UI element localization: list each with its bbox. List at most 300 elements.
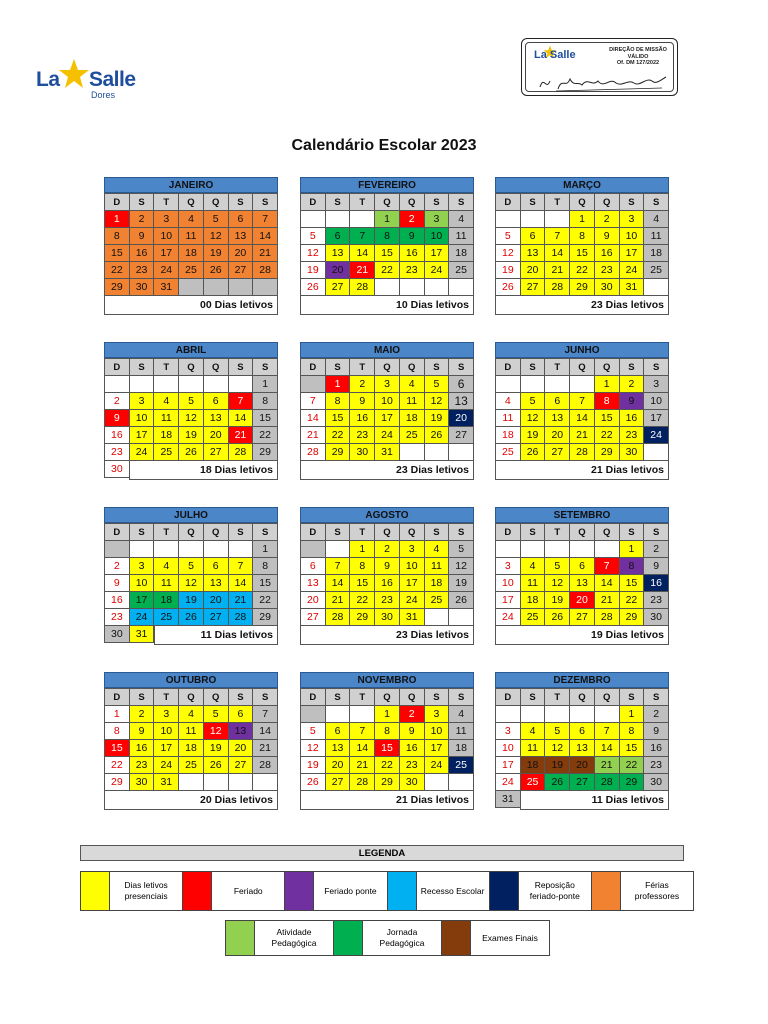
day-cell: 1 xyxy=(595,376,620,393)
day-cell: 25 xyxy=(400,427,425,444)
dias-letivos-count: 10 Dias letivos xyxy=(300,296,474,315)
empty-cell xyxy=(400,444,425,461)
day-cell: 11 xyxy=(425,558,450,575)
day-cell: 27 xyxy=(204,609,229,626)
day-cell: 24 xyxy=(496,609,521,626)
dias-letivos-count: 11 Dias letivos xyxy=(520,791,669,810)
empty-cell xyxy=(521,541,546,558)
day-cell: 23 xyxy=(620,427,645,444)
day-cell: 15 xyxy=(350,575,375,592)
legend-row-2 xyxy=(225,920,550,956)
day-cell: 7 xyxy=(350,228,375,245)
weekday-header: Q xyxy=(204,524,229,541)
day-cell: 21 xyxy=(350,757,375,774)
day-cell: 4 xyxy=(154,558,179,575)
day-cell: 12 xyxy=(545,740,570,757)
empty-cell xyxy=(130,541,155,558)
stamp-line: DIREÇÃO DE MISSÃO xyxy=(609,47,667,53)
day-cell: 27 xyxy=(229,262,254,279)
day-cell: 11 xyxy=(644,228,669,245)
empty-cell xyxy=(545,376,570,393)
legend-swatch-lightgreen xyxy=(226,921,255,955)
day-cell: 21 xyxy=(253,740,278,757)
day-cell: 12 xyxy=(521,410,546,427)
month-name: MARÇO xyxy=(495,177,669,193)
empty-cell xyxy=(545,541,570,558)
day-cell: 3 xyxy=(154,211,179,228)
day-cell: 12 xyxy=(449,558,474,575)
day-cell: 30 xyxy=(105,626,130,643)
weekday-header: S xyxy=(425,689,450,706)
day-cell: 28 xyxy=(595,774,620,791)
day-cell: 26 xyxy=(521,444,546,461)
day-cell: 8 xyxy=(253,393,278,410)
day-cell: 26 xyxy=(179,609,204,626)
day-cell: 8 xyxy=(350,558,375,575)
empty-cell xyxy=(449,279,474,296)
day-cell: 10 xyxy=(425,228,450,245)
weekday-header: T xyxy=(154,524,179,541)
day-cell: 30 xyxy=(350,444,375,461)
day-cell: 19 xyxy=(179,592,204,609)
weekday-header: S xyxy=(130,194,155,211)
day-cell: 11 xyxy=(521,740,546,757)
day-cell: 5 xyxy=(179,393,204,410)
day-cell: 3 xyxy=(154,706,179,723)
legend-row-1 xyxy=(80,871,694,911)
weekday-header: Q xyxy=(179,689,204,706)
weekday-header: Q xyxy=(570,689,595,706)
stamp-text xyxy=(604,47,672,67)
day-cell: 4 xyxy=(449,706,474,723)
day-cell: 14 xyxy=(595,575,620,592)
day-cell: 31 xyxy=(130,626,155,643)
day-cell: 2 xyxy=(595,211,620,228)
day-cell: 17 xyxy=(496,757,521,774)
day-cell: 4 xyxy=(425,541,450,558)
day-cell: 13 xyxy=(229,723,254,740)
day-cell: 11 xyxy=(400,393,425,410)
empty-cell xyxy=(449,774,474,791)
day-cell: 13 xyxy=(545,410,570,427)
day-cell: 3 xyxy=(375,376,400,393)
weekday-header: T xyxy=(350,689,375,706)
day-cell: 16 xyxy=(130,245,155,262)
month-agosto xyxy=(300,507,474,645)
day-cell: 30 xyxy=(105,461,130,478)
day-cell: 10 xyxy=(496,740,521,757)
day-cell: 14 xyxy=(253,228,278,245)
legend-label: Recesso Escolar xyxy=(417,872,490,910)
day-cell: 23 xyxy=(105,609,130,626)
weekday-header: T xyxy=(154,689,179,706)
day-cell: 13 xyxy=(301,575,326,592)
day-cell: 26 xyxy=(301,774,326,791)
empty-cell xyxy=(496,541,521,558)
day-cell: 13 xyxy=(449,393,474,410)
day-cell: 18 xyxy=(154,592,179,609)
weekday-header: S xyxy=(620,359,645,376)
dias-letivos-count: 23 Dias letivos xyxy=(495,296,669,315)
weekday-header: T xyxy=(545,359,570,376)
legend-swatch-lightblue xyxy=(388,872,417,910)
weekday-header: S xyxy=(449,359,474,376)
day-cell: 4 xyxy=(521,723,546,740)
day-cell: 28 xyxy=(350,774,375,791)
day-cell: 7 xyxy=(570,393,595,410)
day-cell: 3 xyxy=(496,723,521,740)
weekday-header: S xyxy=(229,359,254,376)
validation-stamp xyxy=(521,38,678,96)
day-cell: 6 xyxy=(449,376,474,393)
legend-title: LEGENDA xyxy=(80,845,684,861)
weekday-header: S xyxy=(449,689,474,706)
day-cell: 28 xyxy=(570,444,595,461)
day-cell: 11 xyxy=(496,410,521,427)
legend-label: Feriado ponte xyxy=(314,872,387,910)
day-cell: 24 xyxy=(130,444,155,461)
day-cell: 30 xyxy=(620,444,645,461)
empty-cell xyxy=(130,376,155,393)
empty-cell xyxy=(204,541,229,558)
day-cell: 18 xyxy=(179,740,204,757)
day-cell: 27 xyxy=(229,757,254,774)
weekday-header: S xyxy=(229,524,254,541)
month-days-grid xyxy=(300,193,474,296)
weekday-header: T xyxy=(545,689,570,706)
weekday-header: Q xyxy=(375,359,400,376)
day-cell: 30 xyxy=(595,279,620,296)
day-cell: 22 xyxy=(375,262,400,279)
day-cell: 10 xyxy=(644,393,669,410)
month-fevereiro xyxy=(300,177,474,315)
day-cell: 6 xyxy=(545,393,570,410)
day-cell: 6 xyxy=(570,558,595,575)
day-cell: 14 xyxy=(229,410,254,427)
day-cell: 9 xyxy=(400,723,425,740)
day-cell: 20 xyxy=(570,592,595,609)
legend-label: Reposição feriado-ponte xyxy=(519,872,592,910)
weekday-header: T xyxy=(545,524,570,541)
day-cell: 6 xyxy=(229,211,254,228)
day-cell: 29 xyxy=(570,279,595,296)
day-cell: 22 xyxy=(595,427,620,444)
day-cell: 5 xyxy=(545,723,570,740)
day-cell: 8 xyxy=(375,723,400,740)
month-name: ABRIL xyxy=(104,342,278,358)
day-cell: 23 xyxy=(130,262,155,279)
day-cell: 15 xyxy=(253,410,278,427)
month-days-grid xyxy=(300,523,474,626)
day-cell: 4 xyxy=(449,211,474,228)
weekday-header: Q xyxy=(204,194,229,211)
day-cell: 10 xyxy=(496,575,521,592)
day-cell: 17 xyxy=(496,592,521,609)
day-cell: 31 xyxy=(154,279,179,296)
empty-cell xyxy=(644,444,669,461)
day-cell: 23 xyxy=(130,757,155,774)
star-icon xyxy=(58,58,90,90)
weekday-header: S xyxy=(521,689,546,706)
day-cell: 1 xyxy=(570,211,595,228)
day-cell: 5 xyxy=(449,541,474,558)
day-cell: 11 xyxy=(521,575,546,592)
day-cell: 8 xyxy=(595,393,620,410)
month-name: MAIO xyxy=(300,342,474,358)
day-cell: 15 xyxy=(595,410,620,427)
day-cell: 26 xyxy=(204,262,229,279)
month-days-grid xyxy=(104,193,278,296)
day-cell: 9 xyxy=(620,393,645,410)
month-name: OUTUBRO xyxy=(104,672,278,688)
month-days-grid xyxy=(495,358,669,461)
day-cell: 22 xyxy=(375,757,400,774)
day-cell: 29 xyxy=(253,444,278,461)
weekday-header: S xyxy=(253,194,278,211)
day-cell: 19 xyxy=(496,262,521,279)
day-cell: 1 xyxy=(620,706,645,723)
day-cell: 23 xyxy=(595,262,620,279)
weekday-header: Q xyxy=(595,359,620,376)
day-cell: 23 xyxy=(105,444,130,461)
day-cell: 8 xyxy=(620,723,645,740)
weekday-header: Q xyxy=(400,689,425,706)
day-cell: 11 xyxy=(179,723,204,740)
day-cell: 28 xyxy=(545,279,570,296)
stamp-logo: La Salle xyxy=(534,49,576,61)
day-cell: 26 xyxy=(496,279,521,296)
day-cell: 11 xyxy=(154,575,179,592)
weekday-header: S xyxy=(130,524,155,541)
day-cell: 12 xyxy=(204,723,229,740)
weekday-header: Q xyxy=(400,194,425,211)
day-cell: 21 xyxy=(570,427,595,444)
month-name: JUNHO xyxy=(495,342,669,358)
day-cell: 5 xyxy=(301,228,326,245)
day-cell: 27 xyxy=(545,444,570,461)
day-cell: 14 xyxy=(570,410,595,427)
empty-cell xyxy=(496,376,521,393)
day-cell: 26 xyxy=(545,774,570,791)
day-cell: 6 xyxy=(301,558,326,575)
day-cell: 5 xyxy=(425,376,450,393)
day-cell: 20 xyxy=(449,410,474,427)
month-days-grid xyxy=(300,358,474,461)
day-cell: 25 xyxy=(179,757,204,774)
weekday-header: Q xyxy=(204,359,229,376)
weekday-header: S xyxy=(425,359,450,376)
day-cell: 4 xyxy=(179,211,204,228)
day-cell: 14 xyxy=(350,740,375,757)
day-cell: 25 xyxy=(425,592,450,609)
day-cell: 24 xyxy=(425,757,450,774)
day-cell: 5 xyxy=(496,228,521,245)
day-cell: 16 xyxy=(105,427,130,444)
day-cell: 24 xyxy=(496,774,521,791)
day-cell: 3 xyxy=(130,393,155,410)
day-cell: 9 xyxy=(350,393,375,410)
day-cell: 15 xyxy=(253,575,278,592)
day-cell: 21 xyxy=(350,262,375,279)
day-cell: 29 xyxy=(326,444,351,461)
day-cell: 1 xyxy=(253,376,278,393)
day-cell: 18 xyxy=(644,245,669,262)
weekday-header: S xyxy=(130,359,155,376)
empty-cell xyxy=(350,706,375,723)
weekday-header: S xyxy=(644,359,669,376)
weekday-header: S xyxy=(620,689,645,706)
day-cell: 28 xyxy=(326,609,351,626)
day-cell: 18 xyxy=(449,245,474,262)
day-cell: 7 xyxy=(595,558,620,575)
empty-cell xyxy=(449,609,474,626)
weekday-header: D xyxy=(301,689,326,706)
month-name: JANEIRO xyxy=(104,177,278,193)
weekday-header: D xyxy=(105,524,130,541)
day-cell: 21 xyxy=(229,427,254,444)
day-cell: 9 xyxy=(130,723,155,740)
day-cell: 15 xyxy=(326,410,351,427)
month-days-grid xyxy=(300,688,474,791)
day-cell: 6 xyxy=(570,723,595,740)
empty-cell xyxy=(496,211,521,228)
day-cell: 28 xyxy=(229,444,254,461)
day-cell: 27 xyxy=(326,774,351,791)
day-cell: 5 xyxy=(545,558,570,575)
day-cell: 10 xyxy=(130,410,155,427)
day-cell: 25 xyxy=(449,757,474,774)
day-cell: 20 xyxy=(229,740,254,757)
day-cell: 5 xyxy=(179,558,204,575)
day-cell: 22 xyxy=(350,592,375,609)
weekday-header: T xyxy=(154,359,179,376)
day-cell: 7 xyxy=(229,393,254,410)
weekday-header: D xyxy=(105,194,130,211)
day-cell: 3 xyxy=(400,541,425,558)
day-cell: 29 xyxy=(620,609,645,626)
empty-cell xyxy=(253,279,278,296)
day-cell: 5 xyxy=(301,723,326,740)
empty-cell xyxy=(179,541,204,558)
day-cell: 17 xyxy=(130,592,155,609)
day-cell: 13 xyxy=(204,410,229,427)
day-cell: 6 xyxy=(326,723,351,740)
weekday-header: D xyxy=(105,359,130,376)
dias-letivos-count: 20 Dias letivos xyxy=(104,791,278,810)
day-cell: 26 xyxy=(449,592,474,609)
day-cell: 29 xyxy=(350,609,375,626)
day-cell: 10 xyxy=(130,575,155,592)
day-cell: 2 xyxy=(130,706,155,723)
empty-cell xyxy=(105,541,130,558)
day-cell: 24 xyxy=(620,262,645,279)
day-cell: 22 xyxy=(253,592,278,609)
day-cell: 27 xyxy=(301,609,326,626)
empty-cell xyxy=(179,774,204,791)
day-cell: 21 xyxy=(229,592,254,609)
day-cell: 27 xyxy=(521,279,546,296)
day-cell: 18 xyxy=(449,740,474,757)
day-cell: 24 xyxy=(644,427,669,444)
day-cell: 6 xyxy=(204,558,229,575)
month-name: FEVEREIRO xyxy=(300,177,474,193)
day-cell: 20 xyxy=(301,592,326,609)
empty-cell xyxy=(644,279,669,296)
empty-cell xyxy=(425,444,450,461)
day-cell: 7 xyxy=(326,558,351,575)
weekday-header: S xyxy=(425,194,450,211)
legend-label: Jornada Pedagógica xyxy=(363,921,442,955)
weekday-header: Q xyxy=(570,524,595,541)
day-cell: 31 xyxy=(154,774,179,791)
day-cell: 22 xyxy=(253,427,278,444)
weekday-header: S xyxy=(644,524,669,541)
weekday-header: D xyxy=(496,689,521,706)
day-cell: 2 xyxy=(620,376,645,393)
day-cell: 10 xyxy=(400,558,425,575)
weekday-header: T xyxy=(350,194,375,211)
weekday-header: D xyxy=(496,524,521,541)
weekday-header: T xyxy=(350,359,375,376)
day-cell: 1 xyxy=(375,211,400,228)
empty-cell xyxy=(179,376,204,393)
day-cell: 3 xyxy=(644,376,669,393)
day-cell: 3 xyxy=(425,706,450,723)
weekday-header: S xyxy=(326,524,351,541)
day-cell: 23 xyxy=(644,592,669,609)
day-cell: 8 xyxy=(620,558,645,575)
day-cell: 19 xyxy=(545,592,570,609)
empty-cell xyxy=(326,211,351,228)
month-dezembro xyxy=(495,672,669,810)
month-days-grid xyxy=(495,523,669,626)
day-cell: 1 xyxy=(253,541,278,558)
day-cell: 19 xyxy=(204,245,229,262)
legend-swatch-navy xyxy=(490,872,519,910)
day-cell: 22 xyxy=(105,757,130,774)
empty-cell xyxy=(570,541,595,558)
day-cell: 27 xyxy=(570,774,595,791)
weekday-header: Q xyxy=(375,524,400,541)
day-cell: 3 xyxy=(425,211,450,228)
day-cell: 28 xyxy=(253,757,278,774)
weekday-header: D xyxy=(496,194,521,211)
month-outubro xyxy=(104,672,278,810)
day-cell: 19 xyxy=(521,427,546,444)
weekday-header: D xyxy=(496,359,521,376)
month-name: NOVEMBRO xyxy=(300,672,474,688)
day-cell: 19 xyxy=(204,740,229,757)
weekday-header: Q xyxy=(179,359,204,376)
day-cell: 21 xyxy=(545,262,570,279)
day-cell: 14 xyxy=(326,575,351,592)
weekday-header: D xyxy=(301,524,326,541)
day-cell: 1 xyxy=(375,706,400,723)
day-cell: 31 xyxy=(400,609,425,626)
empty-cell xyxy=(425,609,450,626)
day-cell: 29 xyxy=(105,774,130,791)
weekday-header: Q xyxy=(595,194,620,211)
empty-cell xyxy=(521,706,546,723)
day-cell: 7 xyxy=(350,723,375,740)
day-cell: 15 xyxy=(570,245,595,262)
day-cell: 4 xyxy=(644,211,669,228)
day-cell: 20 xyxy=(521,262,546,279)
weekday-header: Q xyxy=(570,194,595,211)
stamp-line: Of. DM 127/2022 xyxy=(616,60,660,66)
legend-swatch-brown xyxy=(442,921,471,955)
day-cell: 27 xyxy=(449,427,474,444)
